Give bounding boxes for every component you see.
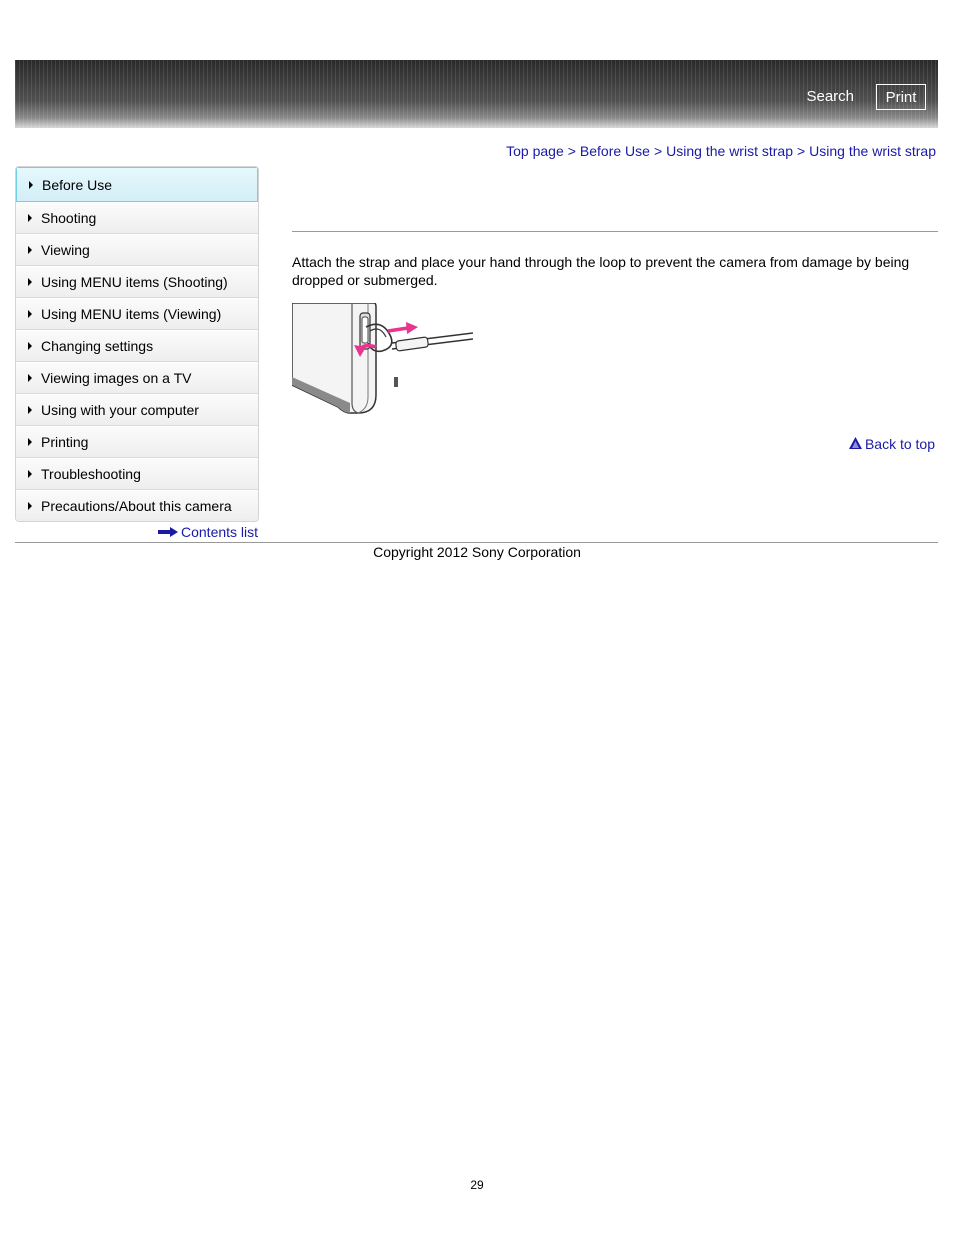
sidebar-item-printing[interactable] [16, 426, 258, 458]
sidebar-item-label: Viewing images on a TV [41, 370, 192, 386]
back-to-top-label: Back to top [864, 436, 935, 452]
triangle-right-icon [28, 374, 32, 382]
breadcrumb-separator: > [567, 143, 576, 159]
sidebar-item-menu-shooting[interactable] [16, 266, 258, 298]
breadcrumb-wrist-strap-section[interactable]: Using the wrist strap [666, 143, 793, 159]
sidebar-item-menu-viewing[interactable] [16, 298, 258, 330]
sidebar-item-label: Shooting [41, 210, 97, 226]
footer-divider [15, 542, 938, 543]
print-button[interactable]: Print [876, 84, 926, 110]
contents-list-label: Contents list [181, 524, 259, 540]
triangle-right-icon [28, 246, 32, 254]
triangle-right-icon [28, 342, 32, 350]
triangle-right-icon [28, 310, 32, 318]
sidebar-item-label: Using with your computer [41, 402, 199, 418]
triangle-up-icon [849, 436, 862, 452]
sidebar-item-troubleshooting[interactable] [16, 458, 258, 490]
breadcrumb [506, 143, 936, 159]
section-divider [292, 231, 938, 232]
page-number: 29 [470, 1178, 484, 1192]
breadcrumb-separator: > [653, 143, 663, 159]
sidebar-nav [15, 166, 259, 522]
breadcrumb-before-use[interactable]: Before Use [579, 143, 650, 159]
triangle-right-icon [28, 278, 32, 286]
breadcrumb-top-page[interactable]: Top page [506, 143, 564, 159]
body-paragraph: Attach the strap and place your hand through the loop to prevent the camera from damage by being dropped or submerged. [292, 254, 910, 288]
sidebar-item-label: Viewing [41, 242, 90, 258]
triangle-right-icon [28, 438, 32, 446]
sidebar-item-computer[interactable] [16, 394, 258, 426]
sidebar-item-label: Troubleshooting [41, 466, 141, 482]
contents-list-link[interactable] [158, 524, 258, 540]
sidebar-item-changing-settings[interactable] [16, 330, 258, 362]
triangle-right-icon [28, 406, 32, 414]
wrist-strap-illustration [292, 303, 473, 415]
back-to-top-link[interactable] [849, 436, 935, 452]
search-link[interactable]: Search [806, 88, 854, 105]
triangle-right-icon [29, 181, 33, 189]
sidebar-item-viewing-tv[interactable] [16, 362, 258, 394]
sidebar-item-label: Using MENU items (Viewing) [41, 306, 222, 322]
sidebar-item-shooting[interactable] [16, 202, 258, 234]
breadcrumb-separator: > [796, 143, 806, 159]
sidebar-item-label: Precautions/About this camera [41, 498, 232, 514]
copyright-text: Copyright 2012 Sony Corporation [373, 544, 581, 560]
arrow-right-icon [158, 524, 178, 540]
sidebar-item-before-use[interactable] [16, 167, 258, 202]
header-bar [15, 60, 938, 128]
breadcrumb-wrist-strap-page[interactable]: Using the wrist strap [809, 143, 936, 159]
sidebar-item-label: Before Use [42, 176, 113, 193]
triangle-right-icon [28, 214, 32, 222]
triangle-right-icon [28, 502, 32, 510]
sidebar-item-label: Printing [41, 434, 89, 450]
sidebar-item-label: Changing settings [41, 338, 154, 354]
sidebar-item-viewing[interactable] [16, 234, 258, 266]
sidebar-item-precautions[interactable] [16, 490, 258, 521]
sidebar-item-label: Using MENU items (Shooting) [41, 274, 228, 290]
triangle-right-icon [28, 470, 32, 478]
